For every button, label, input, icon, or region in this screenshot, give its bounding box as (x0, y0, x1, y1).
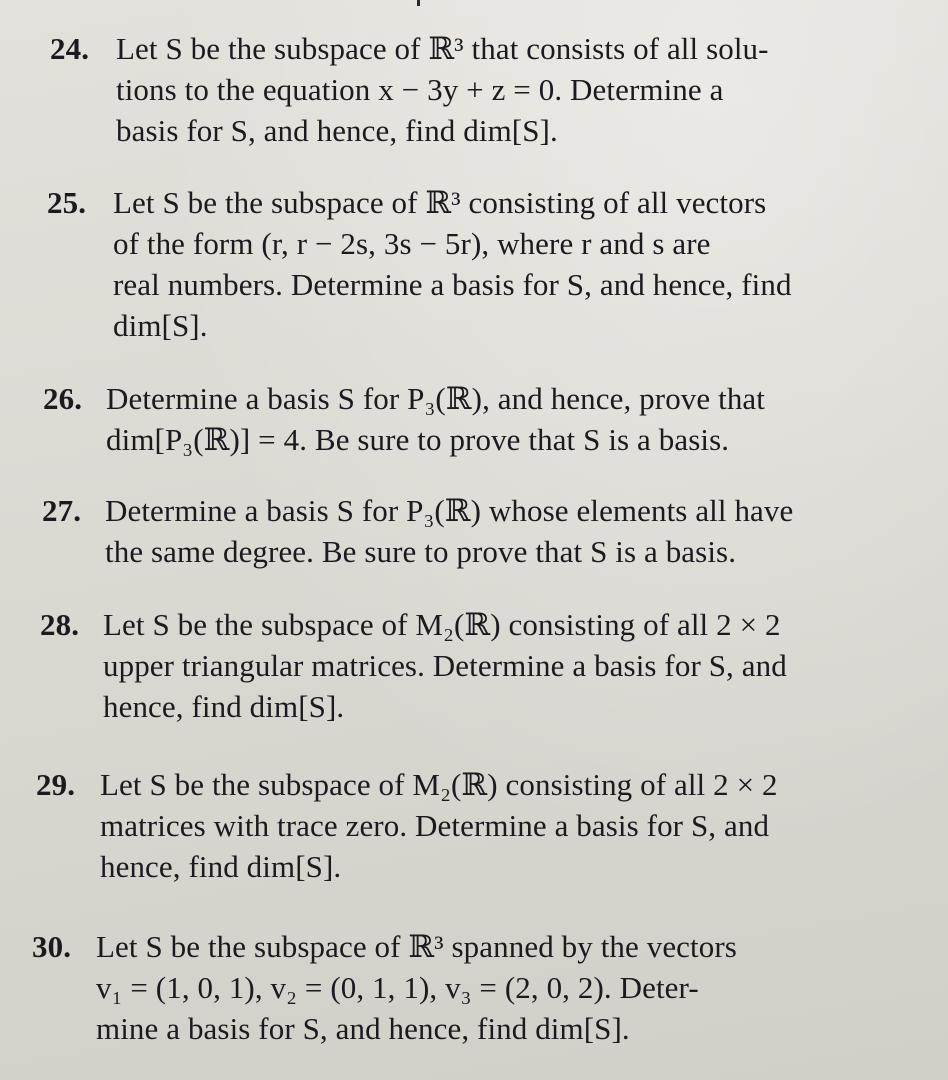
problem-number: 28. (40, 607, 80, 642)
problem-number: 30. (32, 929, 72, 964)
problem-line: hence, find dim[S]. (103, 689, 345, 724)
problem-number: 27. (42, 493, 82, 528)
problem-26 (43, 378, 765, 460)
problem-line: mine a basis for S, and hence, find dim[S]. (96, 1011, 630, 1046)
page-top-mark (417, 0, 420, 6)
problem-line: of the form (r, r − 2s, 3s − 5r), where r and s are (113, 226, 711, 261)
problem-line: dim[S]. (113, 308, 208, 343)
problem-line: the same degree. Be sure to prove that S is a basis. (105, 534, 737, 569)
problem-line: v₁ = (1, 0, 1), v₂ = (0, 1, 1), v₃ = (2, 0, 2). Deter- (96, 970, 699, 1005)
problem-29 (36, 764, 778, 887)
problem-line: Determine a basis S for P₃(ℝ) whose elements all have (105, 493, 794, 528)
problem-line: Determine a basis S for P₃(ℝ), and hence, prove that (106, 381, 765, 416)
problem-line: Let S be the subspace of M₂(ℝ) consisting of all 2 × 2 (103, 607, 781, 642)
problem-line: upper triangular matrices. Determine a basis for S, and (103, 648, 787, 683)
problem-line: Let S be the subspace of ℝ³ consisting of all vectors (113, 185, 767, 220)
problem-line: tions to the equation x − 3y + z = 0. Determine a (116, 72, 724, 107)
problem-line: matrices with trace zero. Determine a basis for S, and (100, 808, 770, 843)
problem-line: basis for S, and hence, find dim[S]. (116, 113, 558, 148)
problem-line: real numbers. Determine a basis for S, and hence, find (113, 267, 792, 302)
problem-line: Let S be the subspace of ℝ³ spanned by the vectors (96, 929, 737, 964)
problem-27 (42, 490, 793, 572)
problem-28 (40, 604, 787, 727)
problem-number: 29. (36, 767, 76, 802)
problem-line: dim[P₃(ℝ)] = 4. Be sure to prove that S is a basis. (106, 422, 730, 457)
problem-30 (32, 926, 737, 1049)
problem-line: Let S be the subspace of ℝ³ that consists of all solu- (116, 31, 769, 66)
problem-number: 26. (43, 381, 83, 416)
problem-number: 24. (50, 31, 90, 66)
problem-line: hence, find dim[S]. (100, 849, 342, 884)
problem-25 (47, 182, 792, 346)
problem-line: Let S be the subspace of M₂(ℝ) consisting of all 2 × 2 (100, 767, 778, 802)
problem-number: 25. (47, 185, 87, 220)
problem-24 (50, 28, 769, 151)
